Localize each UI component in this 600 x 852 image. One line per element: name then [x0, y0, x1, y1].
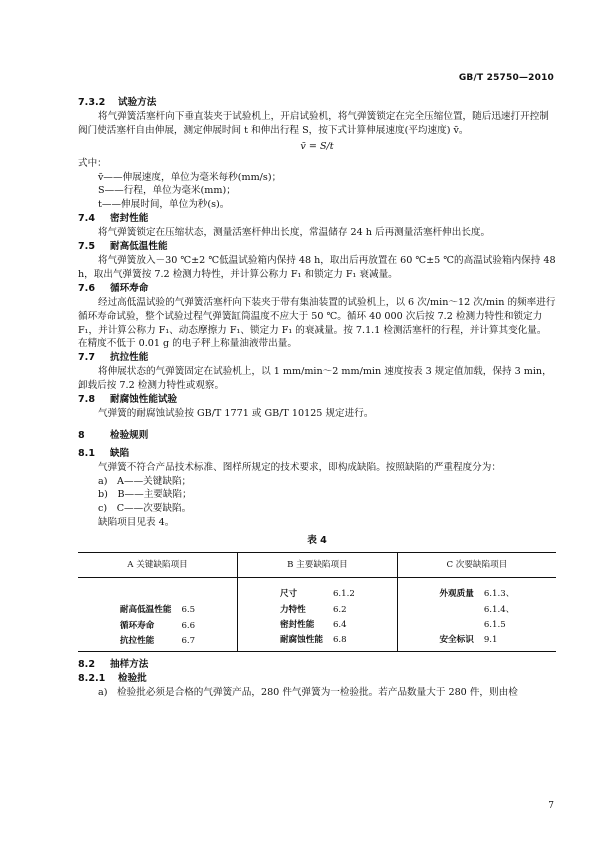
table-header-b: B 主要缺陷项目	[238, 553, 398, 578]
table-header-c: C 次要缺陷项目	[397, 553, 556, 578]
table-cell-c	[397, 578, 556, 652]
table-row	[78, 578, 556, 652]
section-number: 8.2.1	[78, 673, 106, 685]
item-clause: 6.8	[332, 635, 347, 646]
item-name: 力特性	[279, 604, 306, 615]
item-clause: 6.1.4、	[483, 604, 515, 615]
item-name: 耐腐蚀性能	[279, 635, 323, 646]
section-number: 8.1	[78, 447, 95, 459]
section-7-3-2-heading	[78, 96, 556, 110]
table-header-a: A 关键缺陷项目	[78, 553, 238, 578]
item-clause: 9.1	[483, 635, 498, 646]
section-title: 抽样方法	[110, 659, 149, 671]
item-clause: 6.2	[332, 604, 347, 615]
item-clause: 6.6	[181, 620, 196, 631]
section-title: 试验方法	[118, 97, 157, 108]
paragraph: 经过高低温试验的气弹簧活塞杆向下装夹于带有集油装置的试验机上，以 6 次/min～12 次/min 的频率进行循环寿命试验，整个试验过程气弹簧缸筒温度不应大于 50 ℃。循环 40 000 次后按 7.2 检测力特性和锁定力 F₁，并计算公称力 F₁、动态摩擦力 F₁、锁定力 F₁ 的衰减量。按 7.1.1 检测活塞杆的行程，并计算其变化量。在精度不低于 0.01 g 的电子秤上称量油液带出量。	[78, 296, 556, 350]
item-clause: 6.1.5	[483, 620, 506, 630]
section-title: 耐高低温性能	[110, 241, 168, 253]
section-number: 7.4	[78, 213, 95, 225]
section-title: 密封性能	[110, 213, 149, 225]
definition-t: t——伸展时间，单位为秒(s)。	[98, 199, 230, 211]
section-number: 8.2	[78, 659, 95, 671]
section-title: 抗拉性能	[110, 352, 149, 364]
table-cell-a	[78, 578, 238, 652]
section-8-heading	[78, 429, 556, 443]
item-name: 外观质量	[439, 589, 474, 600]
paragraph: 气弹簧的耐腐蚀试验按 GB/T 1771 或 GB/T 10125 规定进行。	[98, 407, 374, 419]
list-item: b) B——主要缺陷；	[98, 489, 192, 501]
table-cell-b	[238, 578, 398, 652]
table-header-row	[78, 553, 556, 578]
equation: v̄ = S/t	[300, 140, 334, 152]
page-number: 7	[548, 801, 554, 811]
section-number: 7.7	[78, 352, 95, 364]
item-name: 密封性能	[279, 620, 315, 630]
item-name	[439, 619, 473, 631]
item-clause: 6.5	[181, 605, 196, 616]
section-title: 循环寿命	[110, 282, 149, 294]
section-title: 缺陷	[110, 447, 130, 459]
item-name: 耐高低温性能	[119, 605, 172, 616]
section-number: 7.3.2	[78, 97, 106, 108]
paragraph: 将气弹簧锁定在压缩状态，测量活塞杆伸出长度，常温储存 24 h 后再测量活塞杆伸出长度。	[98, 227, 491, 239]
section-7-4-heading	[78, 212, 556, 226]
paragraph: 气弹簧不符合产品技术标准、图样所规定的技术要求，即构成缺陷。按照缺陷的严重程度分为：	[98, 461, 501, 473]
document-body	[78, 96, 556, 700]
table-caption: 表 4	[307, 535, 327, 547]
item-name: 循环寿命	[119, 620, 155, 631]
item-clause: 6.4	[332, 620, 347, 630]
section-number: 7.6	[78, 282, 95, 294]
paragraph: 将气弹簧活塞杆向下垂直装夹于试验机上，开启试验机，将气弹簧锁定在完全压缩位置，随后迅速打开控制阀门使活塞杆自由伸展，测定伸展时间 t 和伸出行程 S，按下式计算伸展速度(平均速度) v̄。	[78, 110, 549, 136]
paragraph: 将伸展状态的气弹簧固定在试验机上，以 1 mm/min～2 mm/min 速度按表 3 规定值加载，保持 3 min，卸载后按 7.2 检测力特性或观察。	[78, 366, 552, 392]
section-7-8-heading	[78, 393, 556, 407]
section-title: 检验批	[118, 673, 147, 685]
section-7-7-heading	[78, 351, 556, 365]
section-8-1-heading	[78, 447, 556, 461]
section-8-2-heading	[78, 658, 556, 672]
definition-v: v̄——伸展速度，单位为毫米每秒(mm/s)；	[98, 171, 282, 183]
section-7-6-heading	[78, 282, 556, 296]
item-name: 尺寸	[279, 589, 298, 600]
item-name: 安全标识	[439, 635, 474, 646]
list-item: c) C——次要缺陷。	[98, 503, 192, 515]
item-clause: 6.1.3、	[483, 589, 515, 600]
section-7-5-heading	[78, 240, 556, 254]
definition-s: S——行程，单位为毫米(mm)；	[98, 185, 236, 197]
item-name	[439, 604, 473, 616]
defect-table	[78, 552, 556, 652]
paragraph: 缺陷项目见表 4。	[98, 517, 175, 529]
section-8-2-1-heading	[78, 672, 556, 686]
section-number: 7.8	[78, 394, 95, 406]
section-title: 检验规则	[110, 429, 149, 441]
section-title: 耐腐蚀性能试验	[110, 394, 178, 406]
standard-number-header: GB/T 25750—2010	[458, 73, 554, 83]
item-name: 抗拉性能	[119, 636, 155, 646]
item-clause: 6.7	[181, 636, 196, 646]
paragraph: 将气弹簧放入－30 ℃±2 ℃低温试验箱内保持 48 h，取出后再放置在 60 ℃±5 ℃的高温试验箱内保持 48 h，取出气弹簧按 7.2 检测力特性，并计算公称力 F₁ 和锁定力 F₁ 衰减量。	[78, 254, 556, 280]
section-number: 8	[78, 429, 85, 441]
section-number: 7.5	[78, 241, 95, 253]
list-item: a) A——关键缺陷；	[98, 475, 192, 487]
item-clause: 6.1.2	[332, 589, 355, 600]
list-item: a) 检验批必须是合格的气弹簧产品，280 件气弹簧为一检验批。若产品数量大于 280 件，则由检	[98, 687, 518, 699]
where-label: 式中：	[78, 157, 107, 169]
